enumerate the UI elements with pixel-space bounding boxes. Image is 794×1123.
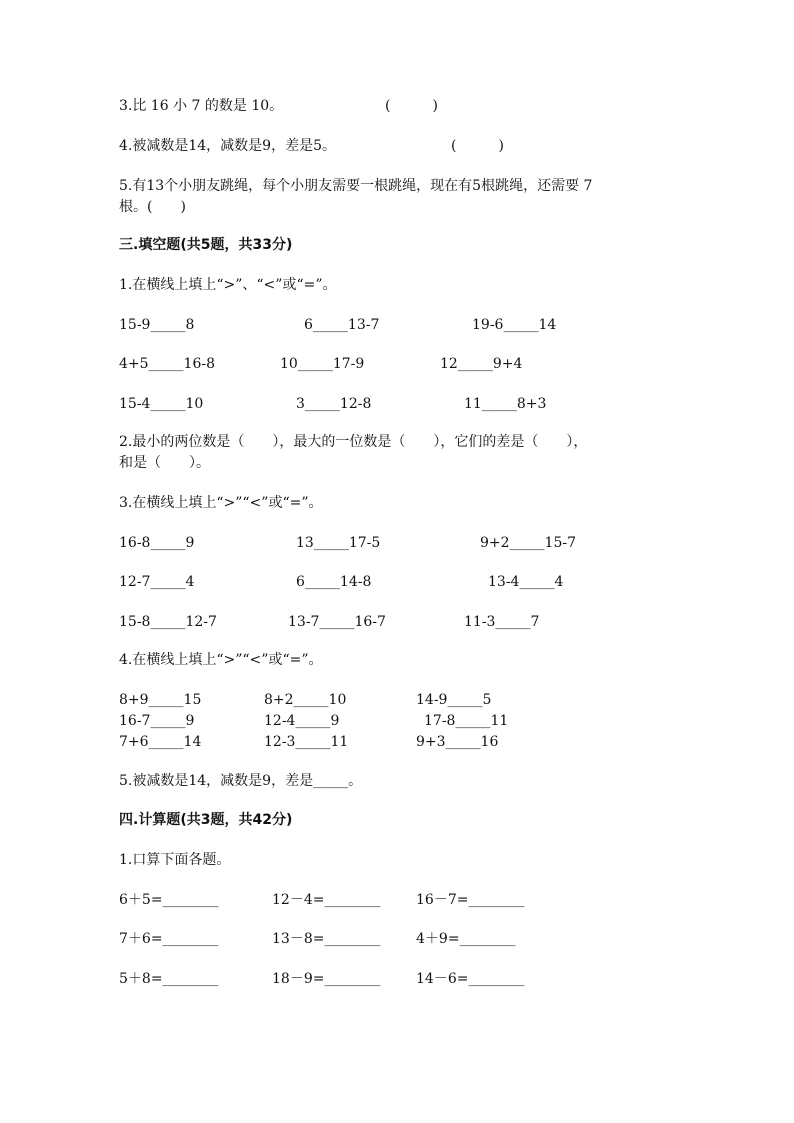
fill-q1-item: 6_____13-7 bbox=[304, 317, 380, 333]
calc-item: 4＋9=________ bbox=[416, 931, 516, 947]
calc-item: 14－6=________ bbox=[416, 971, 525, 987]
fill-q1-item: 11_____8+3 bbox=[464, 396, 547, 412]
fill-q4-item: 16-7_____9 bbox=[119, 713, 195, 729]
fill-question-1-title: 1.在横线上填上“>”、“<”或“=”。 bbox=[119, 277, 337, 293]
calc-question-1-title: 1.口算下面各题。 bbox=[119, 852, 231, 868]
fill-q1-item: 15-4_____10 bbox=[119, 396, 204, 412]
calc-item: 6＋5=________ bbox=[119, 892, 219, 908]
fill-q3-item: 6_____14-8 bbox=[296, 574, 372, 590]
fill-question-4-title: 4.在横线上填上“>”“<”或“=”。 bbox=[119, 652, 323, 668]
calc-item: 7＋6=________ bbox=[119, 931, 219, 947]
judge-question-5-line1: 5.有13个小朋友跳绳，每个小朋友需要一根跳绳，现在有5根跳绳，还需要 7 bbox=[119, 178, 593, 194]
section-calc-heading: 四.计算题(共3题，共42分) bbox=[119, 812, 293, 828]
fill-q4-item: 8+2_____10 bbox=[264, 692, 347, 708]
fill-q1-item: 12_____9+4 bbox=[440, 356, 523, 372]
fill-q3-item: 13-4_____4 bbox=[488, 574, 564, 590]
judge-question-3 bbox=[119, 96, 283, 116]
fill-q4-item: 9+3_____16 bbox=[416, 734, 499, 750]
fill-question-5: 5.被减数是14，减数是9，差是_____。 bbox=[119, 773, 363, 789]
fill-q1-item: 19-6_____14 bbox=[472, 317, 557, 333]
fill-q3-item: 13-7_____16-7 bbox=[288, 614, 386, 630]
fill-q4-item: 12-3_____11 bbox=[264, 734, 349, 750]
calc-item: 16－7=________ bbox=[416, 892, 525, 908]
fill-q3-item: 13_____17-5 bbox=[296, 535, 381, 551]
fill-q1-item: 10_____17-9 bbox=[280, 356, 365, 372]
fill-q4-item: 12-4_____9 bbox=[264, 713, 340, 729]
fill-question-2-line1: 2.最小的两位数是（ ），最大的一位数是（ ），它们的差是（ ）， bbox=[119, 434, 588, 450]
fill-q3-item: 9+2_____15-7 bbox=[480, 535, 576, 551]
judge-question-4-answer-paren: ( ) bbox=[451, 138, 504, 154]
fill-q3-item: 11-3_____7 bbox=[464, 614, 540, 630]
fill-q3-item: 12-7_____4 bbox=[119, 574, 195, 590]
judge-question-3-answer-paren: ( ) bbox=[385, 98, 438, 114]
fill-q4-item: 17-8_____11 bbox=[424, 713, 509, 729]
calc-item: 18－9=________ bbox=[272, 971, 381, 987]
judge-question-5-line2: 根。( ) bbox=[119, 199, 186, 215]
calc-item: 5＋8=________ bbox=[119, 971, 219, 987]
judge-question-4 bbox=[119, 136, 336, 156]
fill-q1-item: 15-9_____8 bbox=[119, 317, 195, 333]
calc-item: 12－4=________ bbox=[272, 892, 381, 908]
section-fill-heading: 三.填空题(共5题，共33分) bbox=[119, 237, 293, 253]
fill-q4-item: 14-9_____5 bbox=[416, 692, 492, 708]
fill-q4-item: 7+6_____14 bbox=[119, 734, 202, 750]
fill-question-2-line2: 和是（ ）。 bbox=[119, 455, 210, 471]
fill-q1-item: 3_____12-8 bbox=[296, 396, 372, 412]
calc-item: 13－8=________ bbox=[272, 931, 381, 947]
judge-question-3-text: 3.比 16 小 7 的数是 10。 bbox=[119, 98, 284, 114]
fill-q3-item: 16-8_____9 bbox=[119, 535, 195, 551]
fill-q3-item: 15-8_____12-7 bbox=[119, 614, 217, 630]
judge-question-4-text: 4.被减数是14，减数是9，差是5。 bbox=[119, 138, 336, 154]
fill-question-3-title: 3.在横线上填上“>”“<”或“=”。 bbox=[119, 495, 323, 511]
fill-q4-item: 8+9_____15 bbox=[119, 692, 202, 708]
fill-q1-item: 4+5_____16-8 bbox=[119, 356, 215, 372]
